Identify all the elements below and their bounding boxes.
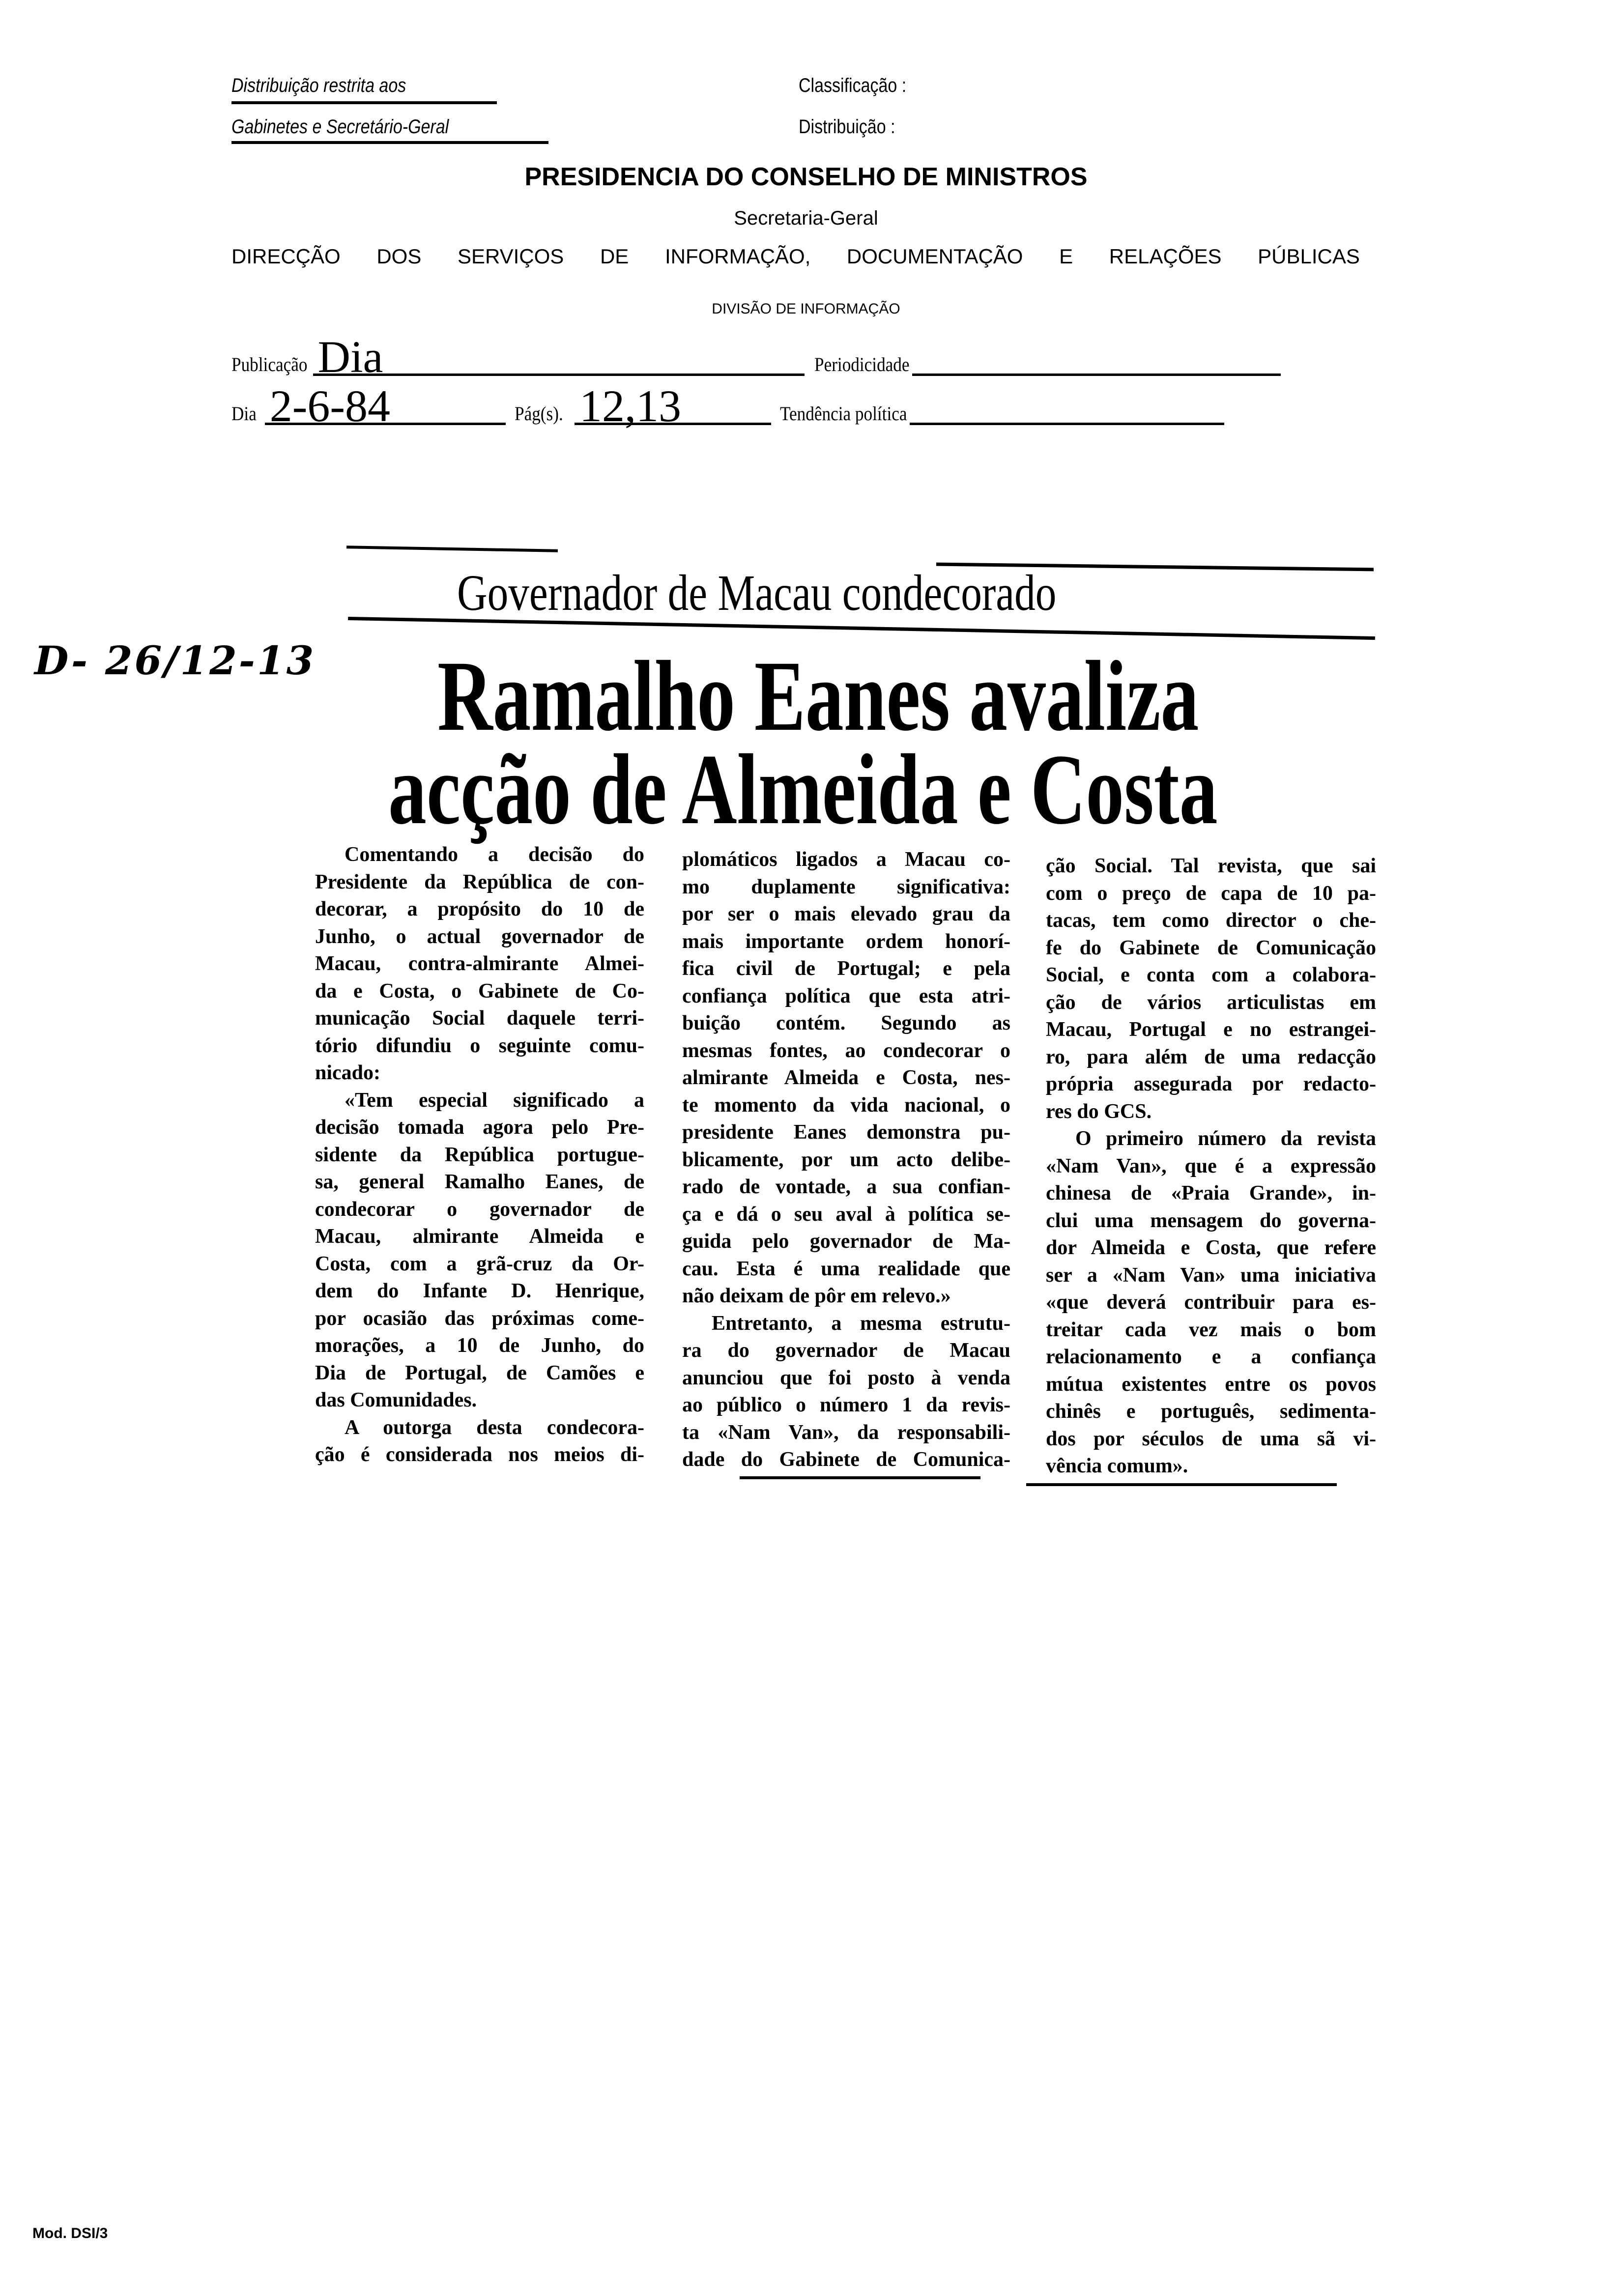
divider [231, 141, 548, 144]
article-text-line: presidente Eanes demonstra pu- [682, 1121, 1010, 1144]
date-row [231, 381, 1224, 431]
pages-label: Pág(s). [514, 402, 563, 425]
article-text-line: dor Almeida e Costa, que refere [1046, 1236, 1376, 1259]
form-code: Mod. DSI/3 [32, 2225, 108, 2241]
article-kicker: Governador de Macau condecorado [457, 565, 1057, 621]
divider [346, 545, 558, 552]
publication-value: Dia [317, 332, 383, 382]
article-column-3 [1046, 853, 1376, 1480]
article-text-line: não deixam de pôr em relevo.» [682, 1285, 951, 1307]
article-text-line: com o preço de capa de 10 pa- [1046, 882, 1376, 905]
article-column-2 [682, 846, 1010, 1474]
headline-line1: Ramalho Eanes avaliza [437, 640, 1199, 752]
article-text-line: «Tem especial significado a [345, 1089, 644, 1112]
classification-label: Classificação : [799, 75, 907, 96]
divider [740, 1476, 980, 1479]
article-text-line: por ocasião das próximas come- [315, 1307, 644, 1330]
directorate-word: SERVIÇOS [458, 245, 564, 268]
article-text-line: ra do governador de Macau [682, 1339, 1010, 1362]
article-text-line: tório difundiu o seguinte comu- [315, 1034, 644, 1057]
article-text-line: ao público o número 1 da revis- [682, 1394, 1010, 1416]
article-text-line: ção de vários articulistas em [1046, 991, 1376, 1014]
day-value: 2-6-84 [269, 381, 391, 431]
article-text-line: municação Social daquele terri- [315, 1007, 644, 1030]
directorate-word: DOS [376, 245, 422, 268]
article-text-line: relacionamento e a confiança [1046, 1346, 1376, 1368]
article-text-line: «que deverá contribuir para es- [1046, 1291, 1376, 1314]
article-text-line: ção é considerada nos meios di- [315, 1443, 644, 1466]
directorate-word: RELAÇÕES [1109, 245, 1222, 268]
org-title: PRESIDENCIA DO CONSELHO DE MINISTROS [524, 163, 1088, 191]
article-text-line: decisão tomada agora pelo Pre- [315, 1116, 644, 1139]
article-text-line: fe do Gabinete de Comunicação [1046, 936, 1376, 959]
periodicity-label: Periodicidade [814, 353, 910, 375]
article-text-line: nicado: [315, 1062, 381, 1084]
article-text-line: ção Social. Tal revista, que sai [1046, 855, 1376, 877]
divider [1026, 1483, 1337, 1486]
distribution-label: Distribuição : [799, 116, 895, 138]
article-text-line: Junho, o actual governador de [315, 925, 644, 948]
article-text-line: O primeiro número da revista [1075, 1127, 1376, 1150]
article-text-line: A outorga desta condecora- [345, 1416, 644, 1439]
article-text-line: tacas, tem como director o che- [1046, 909, 1376, 932]
article-text-line: própria assegurada por redacto- [1046, 1073, 1376, 1095]
article-text-line: ser a «Nam Van» uma iniciativa [1046, 1263, 1376, 1287]
article-text-line: ça e dá o seu aval à política se- [682, 1203, 1010, 1226]
distribution-restriction-line2: Gabinetes e Secretário-Geral [231, 116, 449, 138]
pages-field[interactable] [575, 381, 771, 431]
article-text-line: res do GCS. [1046, 1100, 1152, 1123]
article-text-line: ro, para além de uma redacção [1046, 1045, 1376, 1068]
article-text-line: Macau, almirante Almeida e [315, 1225, 644, 1248]
article-text-line: morações, a 10 de Junho, do [315, 1334, 644, 1357]
day-label: Dia [231, 402, 257, 425]
article-text-line: clui uma mensagem do governa- [1046, 1209, 1376, 1232]
article-text-line: Comentando a decisão do [345, 843, 644, 866]
article-text-line: rado de vontade, a sua confian- [682, 1176, 1010, 1198]
directorate-word: DE [600, 245, 629, 268]
publication-row [231, 332, 1281, 382]
article-text-line: dade do Gabinete de Comunica- [682, 1448, 1010, 1471]
division-title: DIVISÃO DE INFORMAÇÃO [712, 301, 900, 317]
article-text-line: Social, e conta com a colabora- [1046, 964, 1376, 986]
article-column-1 [315, 841, 644, 1469]
article-text-line: mesmas fontes, ao condecorar o [682, 1039, 1010, 1062]
directorate-title [231, 245, 1360, 268]
article-text-line: das Comunidades. [315, 1389, 477, 1411]
article-text-line: decorar, a propósito do 10 de [315, 898, 644, 920]
article-text-line: almirante Almeida e Costa, nes- [682, 1066, 1010, 1089]
article-text-line: vência comum». [1046, 1455, 1188, 1477]
article-text-line: confiança política que esta atri- [682, 984, 1010, 1007]
pages-value: 12,13 [579, 381, 681, 431]
article-text-line: mo duplamente significativa: [682, 875, 1010, 898]
tendency-field[interactable] [910, 393, 1224, 425]
tendency-label: Tendência política [779, 402, 907, 425]
directorate-word: INFORMAÇÃO, [664, 245, 811, 268]
article-text-line: guida pelo governador de Ma- [682, 1230, 1010, 1253]
article-text-line: fica civil de Portugal; e pela [682, 957, 1010, 980]
article-text-line: por ser o mais elevado grau da [682, 903, 1010, 925]
divider [231, 101, 497, 104]
article-text-line: Presidente da República de con- [315, 870, 644, 893]
article-text-line: sidente da República portugue- [315, 1143, 644, 1166]
article-text-line: da e Costa, o Gabinete de Co- [315, 979, 644, 1003]
headline-line2: acção de Almeida e Costa [388, 734, 1218, 845]
article-text-line: plomáticos ligados a Macau co- [682, 848, 1010, 871]
directorate-word: DOCUMENTAÇÃO [846, 245, 1023, 268]
periodicity-field[interactable] [912, 344, 1281, 376]
org-subtitle: Secretaria-Geral [734, 207, 878, 229]
article-text-line: blicamente, por um acto delibe- [682, 1148, 1010, 1171]
article-text-line: dem do Infante D. Henrique, [315, 1280, 644, 1302]
article-text-line: dos por séculos de uma sã vi- [1046, 1427, 1376, 1450]
article-text-line: buição contém. Segundo as [682, 1012, 1010, 1034]
handwritten-reference-note: D- 26/12-13 [34, 637, 316, 684]
article-text-line: mútua existentes entre os povos [1046, 1373, 1376, 1396]
article-text-line: sa, general Ramalho Eanes, de [315, 1171, 644, 1193]
publication-field[interactable] [313, 332, 805, 382]
article-text-line: condecorar o governador de [315, 1198, 644, 1221]
article-text-line: Costa, com a grã-cruz da Or- [315, 1252, 644, 1275]
article-text-line: Macau, Portugal e no estrangei- [1046, 1018, 1376, 1041]
directorate-word: DIRECÇÃO [231, 245, 341, 268]
article-text-line: anunciou que foi posto à venda [682, 1366, 1010, 1389]
article-text-line: chinesa de «Praia Grande», in- [1046, 1182, 1376, 1205]
article-text-line: mais importante ordem honorí- [682, 930, 1010, 953]
directorate-word: PÚBLICAS [1258, 245, 1360, 268]
publication-label: Publicação [231, 353, 308, 375]
article-text-line: «Nam Van», que é a expressão [1046, 1154, 1376, 1177]
directorate-word: E [1059, 245, 1073, 268]
article-text-line: Dia de Portugal, de Camões e [315, 1361, 644, 1384]
article-text-line: treitar cada vez mais o bom [1046, 1318, 1376, 1341]
article-text-line: Entretanto, a mesma estrutu- [712, 1312, 1010, 1335]
distribution-restriction-line1: Distribuição restrita aos [231, 75, 406, 96]
day-field[interactable] [265, 381, 506, 431]
article-text-line: cau. Esta é uma realidade que [682, 1257, 1010, 1280]
article-text-line: chinês e português, sedimenta- [1046, 1400, 1376, 1423]
article-text-line: te momento da vida nacional, o [682, 1093, 1010, 1117]
article-text-line: Macau, contra-almirante Almei- [315, 952, 644, 975]
article-text-line: ta «Nam Van», da responsabili- [682, 1421, 1010, 1444]
